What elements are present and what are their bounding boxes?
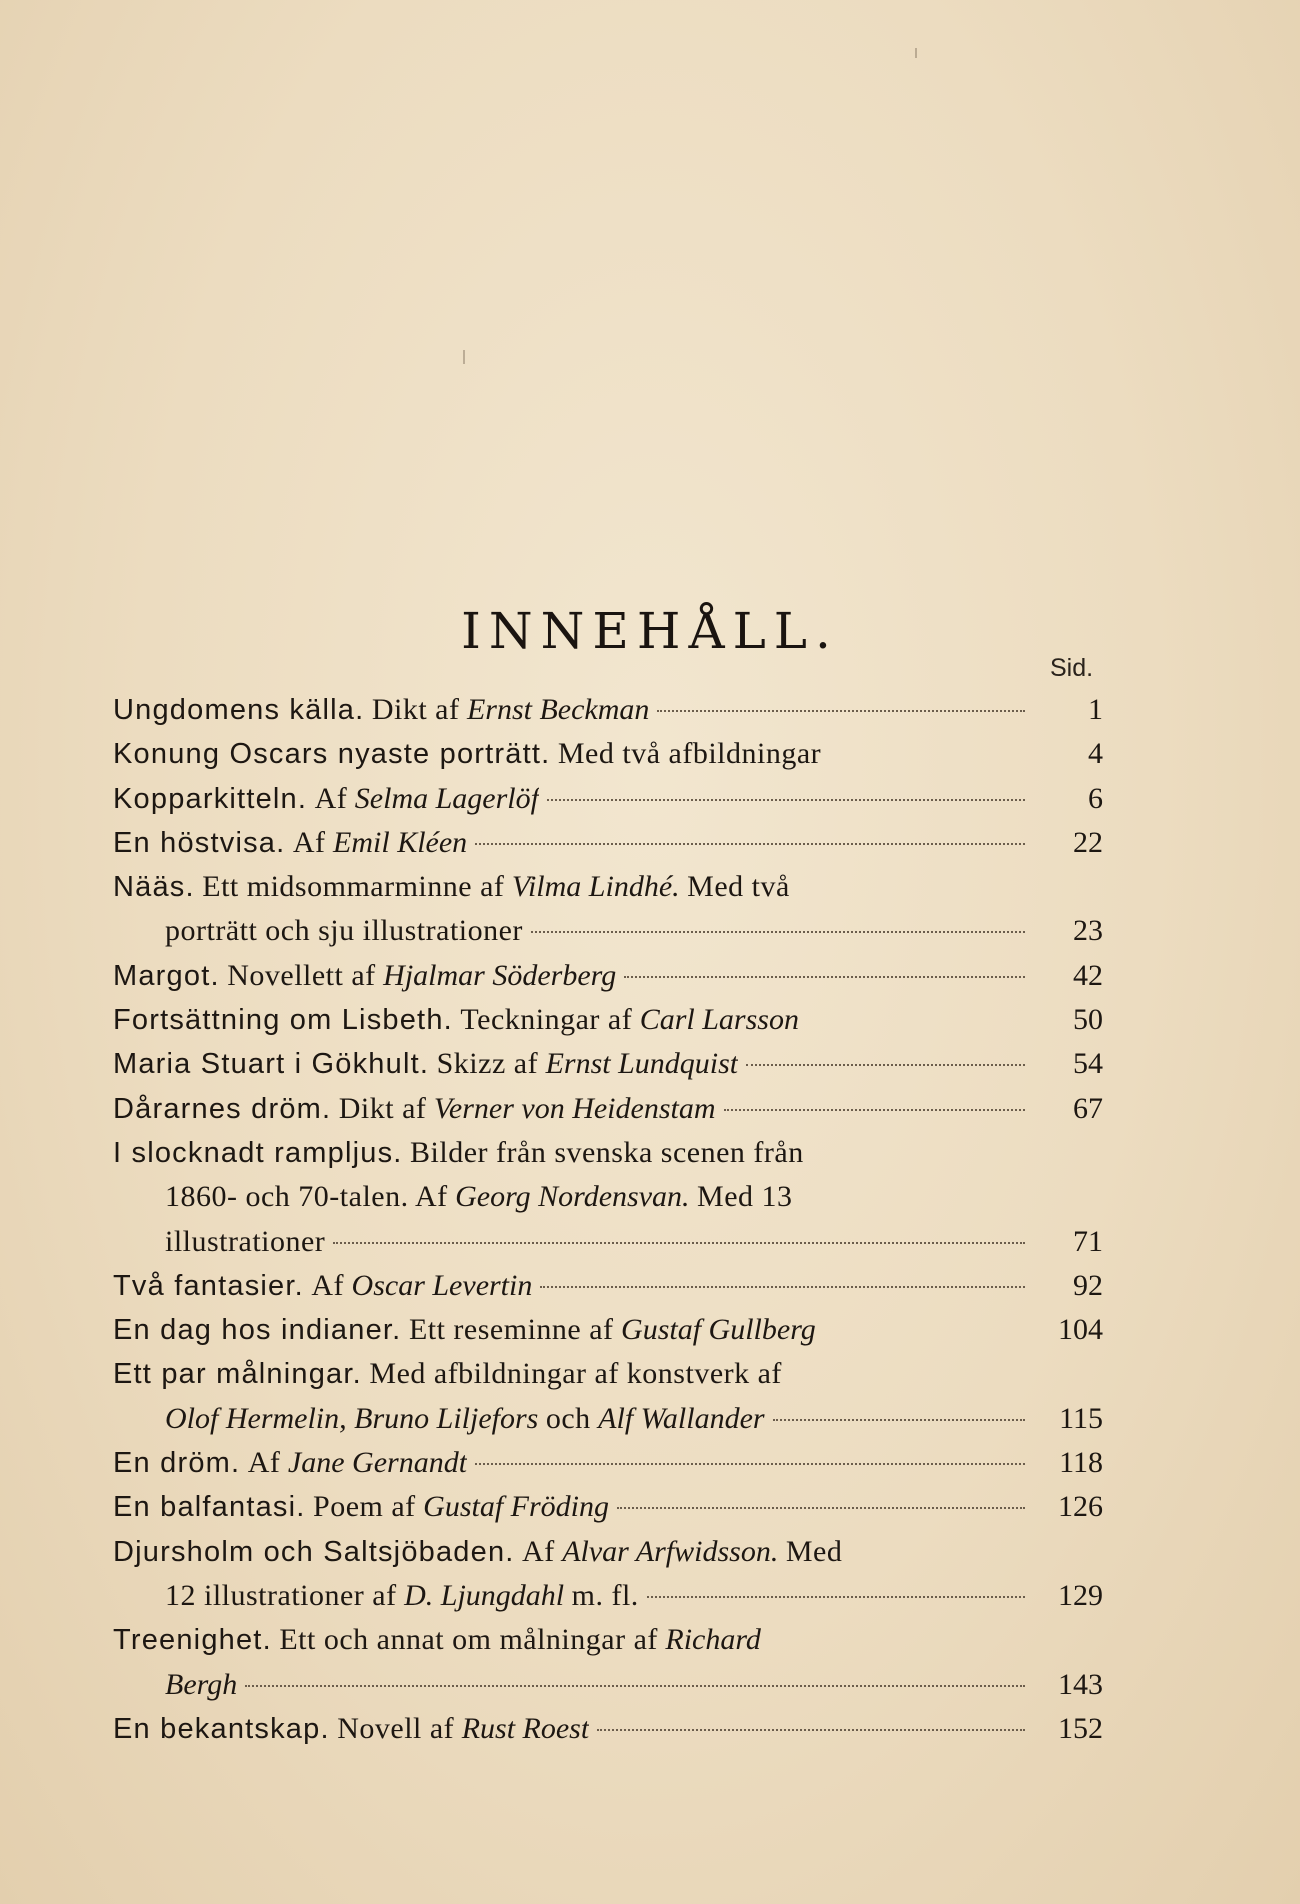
toc-line [113,1131,1103,1175]
page-number: 54 [1073,1047,1103,1081]
entry-author: Richard [665,1623,761,1657]
toc-line-text [113,865,790,909]
toc-line [113,1352,1103,1396]
page-number: 92 [1073,1268,1103,1302]
page-number: 23 [1073,914,1103,948]
entry-description: Novellett af [227,958,376,992]
toc-line [113,1663,1103,1707]
entry-author: Rust Roest [461,1711,590,1745]
entry-description: Bilder från svenska scenen från [410,1135,804,1169]
toc-line [113,1707,1103,1751]
dot-leader [540,1286,1025,1288]
page-number: 67 [1073,1091,1103,1125]
toc-line-text [113,732,821,776]
dot-leader [475,843,1025,845]
toc-line [113,865,1103,909]
entry-description: Ett reseminne af [408,1313,614,1347]
page-number: 6 [1088,781,1103,815]
dot-leader [597,1729,1025,1731]
entry-title: Margot. [113,959,220,992]
entry-description: Med afbildningar af konstverk af [369,1357,782,1391]
entry-author: Olof Hermelin, Bruno Liljefors [165,1401,539,1435]
entry-description: Novell af [337,1711,455,1745]
toc-line [113,1485,1103,1529]
dot-leader [475,1463,1025,1465]
page-number: 152 [1058,1711,1103,1745]
entry-author: Oscar Levertin [351,1268,533,1302]
toc-line-text [113,777,539,821]
toc-line-text [113,1618,761,1662]
toc-line [113,1264,1103,1308]
entry-author: Hjalmar Söderberg [383,958,617,992]
entry-description: Ett och annat om målningar af [279,1623,658,1657]
entry-description: Af [247,1446,281,1480]
page-number: 118 [1059,1446,1103,1480]
toc-line [113,998,1103,1042]
toc-line-text [113,1441,467,1485]
toc-line-text [113,821,467,865]
entry-description: Dikt af [338,1091,427,1125]
toc-line-text [165,1397,765,1441]
toc-line-text [113,1264,532,1308]
entry-description: Skizz af [436,1047,539,1081]
entry-description: Poem af [313,1490,416,1524]
toc-line [113,1308,1103,1352]
entry-author: Georg Nordensvan. [455,1180,690,1214]
paper-speck [463,350,465,364]
entry-title: I slocknadt rampljus. [113,1136,403,1169]
toc-line [113,1042,1103,1086]
toc-line [113,1441,1103,1485]
entry-description: Af [311,1268,345,1302]
toc-line [113,1530,1103,1574]
entry-title: Treenighet. [113,1624,272,1657]
dot-leader [617,1507,1025,1509]
page-column-label: Sid. [1050,654,1094,682]
entry-author: Vilma Lindhé. [511,870,680,904]
entry-description: Af [292,825,326,859]
toc-line-text [165,1175,793,1219]
entry-description-tail: Med 13 [697,1180,793,1214]
paper-speck [915,48,917,58]
entry-description: Med två afbildningar [557,737,822,771]
entry-author: Bergh [165,1667,238,1701]
entry-author: Carl Larsson [639,1003,799,1037]
entry-title: En höstvisa. [113,826,286,859]
toc-line [113,777,1103,821]
toc-line [113,688,1103,732]
toc-line [113,1618,1103,1662]
dot-leader [746,1064,1025,1066]
entry-description: 12 illustrationer af [165,1578,397,1612]
entry-author: D. Ljungdahl [404,1578,565,1612]
page-number: 129 [1058,1578,1103,1612]
entry-title: En balfantasi. [113,1491,306,1524]
toc-line-text [165,1574,639,1618]
entry-title: Maria Stuart i Gökhult. [113,1048,430,1081]
entry-title: Konung Oscars nyaste porträtt. [113,738,551,771]
entry-description: 1860- och 70-talen. Af [165,1180,448,1214]
page-number: 50 [1073,1003,1103,1037]
toc-line [113,732,1103,776]
toc-line-text [113,1707,589,1751]
page-number: 42 [1073,958,1103,992]
toc-line [113,1087,1103,1131]
page-number: 104 [1058,1313,1103,1347]
toc-line-text [113,1087,716,1131]
toc-line-text [165,1663,237,1707]
table-of-contents [113,688,1103,1751]
page-number: 71 [1073,1224,1103,1258]
entry-title: En bekantskap. [113,1712,330,1745]
entry-title: Djursholm och Saltsjöbaden. [113,1535,515,1568]
dot-leader [647,1596,1025,1598]
entry-title: Kopparkitteln. [113,782,308,815]
entry-title: Fortsättning om Lisbeth. [113,1004,453,1037]
toc-line-text [113,1485,609,1529]
toc-line [113,909,1103,953]
toc-line-text [165,909,523,953]
entry-title: En dag hos indianer. [113,1314,402,1347]
entry-description-tail: och [545,1401,591,1435]
toc-line [113,1175,1103,1219]
page-number: 22 [1073,825,1103,859]
entry-author: Gustaf Gullberg [621,1313,816,1347]
toc-line [113,1397,1103,1441]
entry-description-tail: Med två [687,870,790,904]
entry-description-tail: m. fl. [571,1578,639,1612]
entry-description: illustrationer [165,1224,326,1258]
toc-line [113,1574,1103,1618]
dot-leader [245,1685,1025,1687]
entry-author: Verner von Heidenstam [433,1091,716,1125]
entry-title: Ett par målningar. [113,1358,362,1391]
entry-description: Af [314,781,348,815]
entry-description: Af [522,1534,555,1568]
page-number: 4 [1088,737,1103,771]
entry-title: Nääs. [113,871,195,904]
toc-line-text [113,954,616,998]
toc-line-text [113,1308,816,1352]
entry-description: Ett midsommarminne af [202,870,505,904]
entry-title: Ungdomens källa. [113,694,365,726]
toc-line [113,1220,1103,1264]
entry-title: En dröm. [113,1447,241,1480]
entry-author: Ernst Lundquist [545,1047,739,1081]
entry-author-second: Alf Wallander [598,1401,765,1435]
entry-title: Dårarnes dröm. [113,1092,332,1125]
page-number: 143 [1058,1667,1103,1701]
entry-author: Gustaf Fröding [423,1490,610,1524]
toc-line-text [113,1042,738,1086]
entry-description: porträtt och sju illustrationer [165,914,523,948]
page-number: 1 [1088,693,1103,726]
toc-line [113,821,1103,865]
toc-line-text [113,688,649,732]
toc-line-text [113,1131,804,1175]
entry-author: Selma Lagerlöf [354,781,539,815]
entry-author: Alvar Arfwidsson. [562,1534,779,1568]
dot-leader [773,1419,1025,1421]
page-title: INNEHÅLL. [461,601,839,660]
toc-line-text [113,1530,842,1574]
page-number: 126 [1058,1490,1103,1524]
entry-author: Ernst Beckman [466,693,650,726]
dot-leader [333,1242,1025,1244]
toc-line-text [113,998,799,1042]
entry-title: Två fantasier. [113,1269,304,1302]
dot-leader [624,976,1025,978]
page-number: 115 [1059,1401,1103,1435]
entry-author: Emil Kléen [333,825,468,859]
dot-leader [657,710,1025,712]
toc-line-text [113,1352,782,1396]
entry-description-tail: Med [785,1534,843,1568]
dot-leader [547,799,1025,801]
entry-description: Dikt af [371,693,460,726]
dot-leader [724,1109,1025,1111]
toc-line-text [165,1220,325,1264]
entry-author: Jane Gernandt [287,1446,468,1480]
entry-description: Teckningar af [460,1003,633,1037]
toc-line [113,954,1103,998]
dot-leader [531,931,1025,933]
